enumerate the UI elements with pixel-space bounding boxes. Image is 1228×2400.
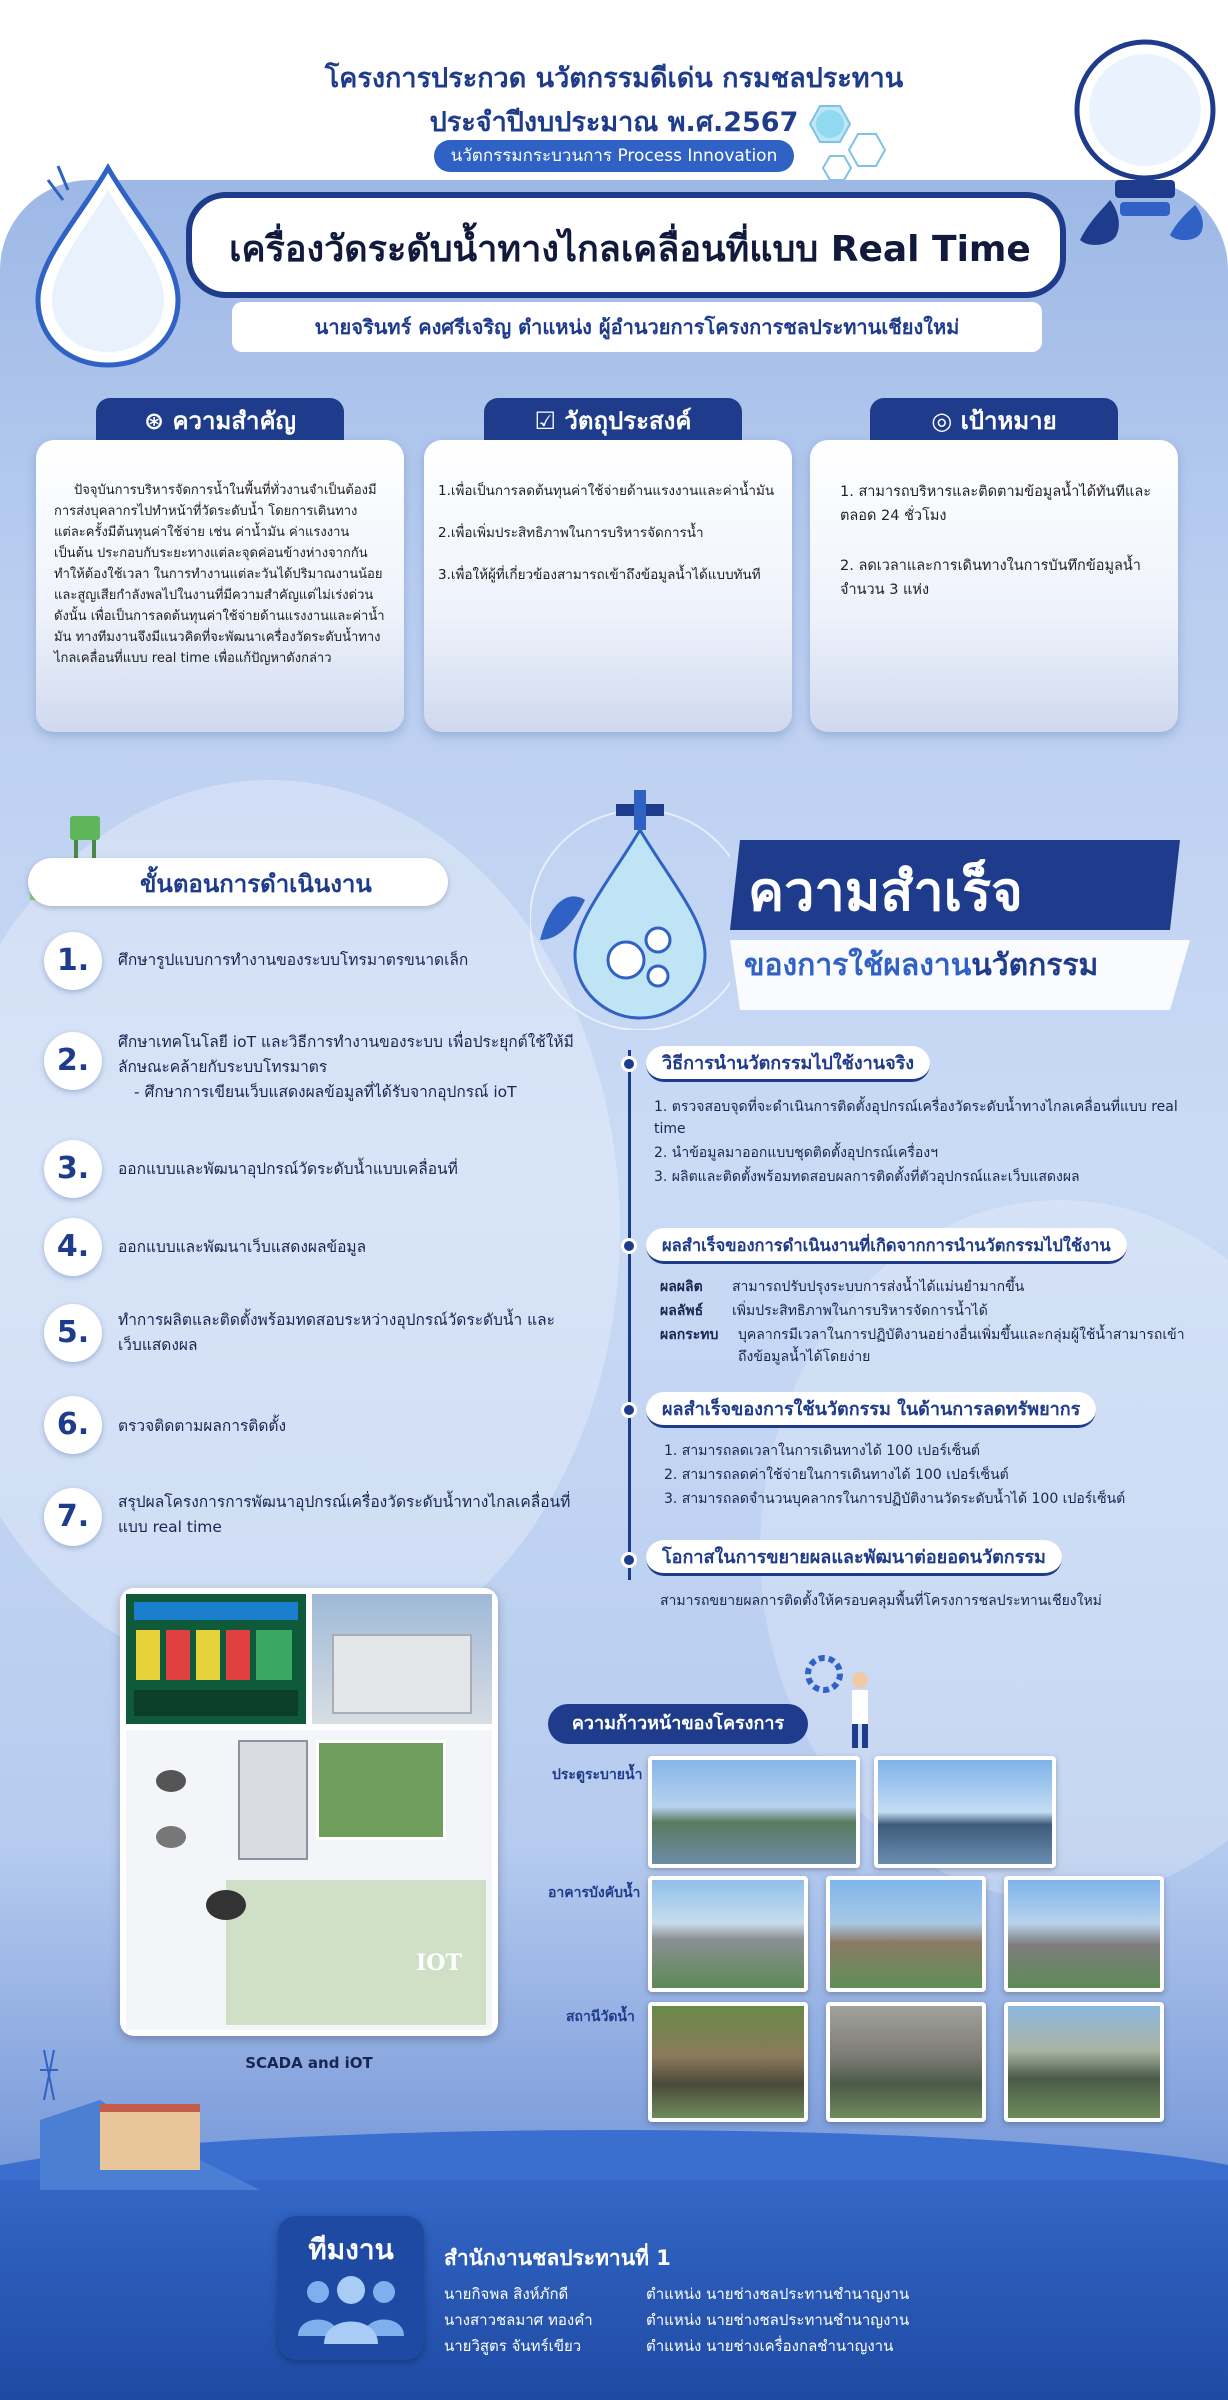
scada-screen-image bbox=[126, 1594, 306, 1724]
step-text: ศึกษาเทคโนโลยี ioT และวิธีการทำงานของระบบ เพื่อประยุกต์ใช้ให้มีลักษณะคล้ายกับระบบโทรมาตร bbox=[118, 1033, 574, 1076]
method-label: วิธีการนำนวัตกรรมไปใช้งานจริง bbox=[646, 1046, 930, 1082]
team-people-icon bbox=[294, 2270, 408, 2346]
team-member-position: ตำแหน่ง นายช่างชลประทานชำนาญงาน bbox=[646, 2285, 910, 2303]
result-value: เพิ่มประสิทธิภาพในการบริหารจัดการน้ำได้ bbox=[732, 1303, 988, 1319]
gauge-station-photo bbox=[1004, 2002, 1164, 2122]
step-subtext: - ศึกษาการเขียนเว็บแสดงผลข้อมูลที่ได้รับจากอุปกรณ์ ioT bbox=[134, 1083, 517, 1101]
team-office: สำนักงานชลประทานที่ 1 bbox=[444, 2246, 671, 2270]
team-label: ทีมงาน bbox=[308, 2233, 394, 2266]
objective-item: 3.เพื่อให้ผู้ที่เกี่ยวข้องสามารถเข้าถึงข้อมูลน้ำได้แบบทันที bbox=[438, 567, 761, 583]
result-value: บุคลากรมีเวลาในการปฏิบัติงานอย่างอื่นเพิ่มขึ้นและกลุ่มผู้ใช้น้ำสามารถเข้าถึงข้อมูลน้ำได้โดยง่าย bbox=[738, 1327, 1185, 1365]
expansion-text: สามารถขยายผลการติดตั้งให้ครอบคลุมพื้นที่โครงการชลประทานเชียงใหม่ bbox=[660, 1593, 1102, 1609]
objectives-card bbox=[424, 440, 792, 732]
step-text: ทำการผลิตและติดตั้งพร้อมทดสอบระหว่างอุปกรณ์วัดระดับน้ำ และเว็บแสดงผล bbox=[118, 1311, 555, 1354]
header-line-2: ประจำปีงบประมาณ พ.ศ.2567 bbox=[429, 107, 799, 138]
resource-item: 3. สามารถลดจำนวนบุคลากรในการปฏิบัติงานวัดระดับน้ำได้ 100 เปอร์เซ็นต์ bbox=[664, 1491, 1126, 1507]
success-title: ความสำเร็จ bbox=[748, 860, 1023, 923]
control-structure-photo bbox=[826, 1876, 986, 1992]
goals-tab bbox=[870, 398, 1118, 444]
importance-text: ปัจจุบันการบริหารจัดการน้ำในพื้นที่ทั่วงานจำเป็นต้องมีการส่งบุคลากรไปทำหน้าที่วัดระดับน้ำ โดยการเดินทางแต่ละครั้งมีต้นทุนค่าใช้จ่าย เช่น ค่าน้ำมัน ค่าแรงงาน เป็นต้น ประกอบกับระยะทางแต่ละจุดค่อนข้างห่างจากกัน ทำให้ต้องใช้เวลา ในการทำงานแต่ละวันได้ปริมาณงานน้อย และสูญเสียกำลังพลไปในงานที่มีความสำคัญแต่ไม่เร่งด่วน ดังนั้น เพื่อเป็นการลดต้นทุนค่าใช้จ่ายด้านแรงงานและค่าน้ำมัน ทางทีมงานจึงมีแนวคิดที่จะพัฒนาเครื่องวัดระดับน้ำทางไกลเคลื่อนที่แบบ real time เพื่อแก้ปัญหาดังกล่าว bbox=[54, 483, 385, 666]
objectives-tab bbox=[484, 398, 742, 444]
team-member-position: ตำแหน่ง นายช่างเครื่องกลชำนาญงาน bbox=[646, 2337, 894, 2355]
step-number: 2. bbox=[44, 1032, 102, 1090]
team-member-position: ตำแหน่ง นายช่างชลประทานชำนาญงาน bbox=[646, 2311, 910, 2329]
objectives-label: วัตถุประสงค์ bbox=[564, 407, 692, 435]
expansion-label: โอกาสในการขยายผลและพัฒนาต่อยอดนวัตกรรม bbox=[646, 1540, 1062, 1576]
resource-item: 1. สามารถลดเวลาในการเดินทางได้ 100 เปอร์เซ็นต์ bbox=[664, 1443, 980, 1459]
goal-item: 2. ลดเวลาและการเดินทางในการบันทึกข้อมูลน้ำ จำนวน 3 แห่ง bbox=[840, 558, 1141, 598]
importance-card bbox=[36, 440, 404, 732]
gauge-station-photo bbox=[826, 2002, 986, 2122]
step-text: ออกแบบและพัฒนาเว็บแสดงผลข้อมูล bbox=[118, 1238, 367, 1256]
result-key: ผลลัพธ์ bbox=[660, 1303, 704, 1319]
progress-row-label: อาคารบังคับน้ำ bbox=[548, 1885, 641, 1901]
step-text: สรุปผลโครงการการพัฒนาอุปกรณ์เครื่องวัดระดับน้ำทางไกลเคลื่อนที่ แบบ real time bbox=[118, 1493, 571, 1536]
progress-row-label: ประตูระบายน้ำ bbox=[552, 1767, 643, 1783]
step-text: ตรวจติดตามผลการติดตั้ง bbox=[118, 1417, 287, 1435]
iot-diagram-image bbox=[126, 1730, 492, 2030]
page-title: เครื่องวัดระดับน้ำทางไกลเคลื่อนที่แบบ Real Time bbox=[229, 229, 1031, 270]
objective-item: 1.เพื่อเป็นการลดต้นทุนค่าใช้จ่ายด้านแรงงานและค่าน้ำมัน bbox=[438, 483, 775, 499]
results-label: ผลสำเร็จของการดำเนินงานที่เกิดจากการนำนวัตกรรมไปใช้งาน bbox=[646, 1228, 1127, 1264]
scada-caption: SCADA and iOT bbox=[245, 2054, 373, 2072]
timeline-dot bbox=[621, 1238, 637, 1254]
result-value: สามารถปรับปรุงระบบการส่งน้ำได้แม่นยำมากขึ้น bbox=[732, 1279, 1025, 1295]
footer-background bbox=[0, 2180, 1228, 2400]
result-key: ผลกระทบ bbox=[660, 1327, 719, 1343]
timeline-line bbox=[628, 1050, 631, 1580]
step-number: 6. bbox=[44, 1396, 102, 1454]
step-number: 7. bbox=[44, 1488, 102, 1546]
importance-label: ความสำคัญ bbox=[172, 407, 296, 435]
resources-label: ผลสำเร็จของการใช้นวัตกรรม ในด้านการลดทรัพยากร bbox=[646, 1392, 1096, 1428]
resource-item: 2. สามารถลดค่าใช้จ่ายในการเดินทางได้ 100 เปอร์เซ็นต์ bbox=[664, 1467, 1009, 1483]
step-number: 4. bbox=[44, 1218, 102, 1276]
step-number: 3. bbox=[44, 1140, 102, 1198]
method-item: 3. ผลิตและติดตั้งพร้อมทดสอบผลการติดตั้งที่ตัวอุปกรณ์และเว็บแสดงผล bbox=[654, 1169, 1080, 1185]
step-number: 1. bbox=[44, 932, 102, 990]
progress-row-label: สถานีวัดน้ำ bbox=[566, 2009, 635, 2025]
scada-image-card bbox=[120, 1588, 498, 2036]
category-pill: นวัตกรรมกระบวนการ Process Innovation bbox=[434, 140, 794, 172]
result-key: ผลผลิต bbox=[660, 1279, 703, 1295]
gauge-station-photo bbox=[648, 2002, 808, 2122]
goal-item: 1. สามารถบริหารและติดตามข้อมูลน้ำได้ทันทีและตลอด 24 ชั่วโมง bbox=[840, 484, 1152, 524]
control-room-image bbox=[312, 1594, 492, 1724]
gear-person-icon bbox=[800, 1650, 890, 1750]
success-subtitle-a: ของการใช้ผลงาน bbox=[744, 948, 972, 983]
importance-icon: ⊛ bbox=[144, 407, 173, 435]
method-item: 1. ตรวจสอบจุดที่จะดำเนินการติดตั้งอุปกรณ์เครื่องวัดระดับน้ำทางไกลเคลื่อนที่แบบ real time bbox=[654, 1099, 1178, 1137]
clipboard-icon: ☑ bbox=[534, 407, 565, 435]
target-icon: ◎ bbox=[931, 407, 961, 435]
steps-label: ขั้นตอนการดำเนินงาน bbox=[140, 870, 372, 898]
step-number: 5. bbox=[44, 1304, 102, 1362]
objective-item: 2.เพื่อเพิ่มประสิทธิภาพในการบริหารจัดการน้ำ bbox=[438, 525, 704, 541]
control-structure-photo bbox=[648, 1876, 808, 1992]
floodgate-photo bbox=[648, 1756, 860, 1868]
water-drop-icon bbox=[28, 160, 188, 370]
control-structure-photo bbox=[1004, 1876, 1164, 1992]
author-line: นายจรินทร์ คงศรีเจริญ ตำแหน่ง ผู้อำนวยการโครงการชลประทานเชียงใหม่ bbox=[232, 302, 1042, 352]
header-line-1: โครงการประกวด นวัตกรรมดีเด่น กรมชลประทาน bbox=[324, 63, 904, 94]
progress-label: ความก้าวหน้าของโครงการ bbox=[548, 1704, 808, 1744]
goals-card bbox=[810, 440, 1178, 732]
timeline-dot bbox=[621, 1056, 637, 1072]
iot-label: IOT bbox=[416, 1950, 462, 1976]
timeline-dot bbox=[621, 1402, 637, 1418]
success-subtitle bbox=[744, 942, 1098, 989]
timeline-dot bbox=[621, 1552, 637, 1568]
step-text: ออกแบบและพัฒนาอุปกรณ์วัดระดับน้ำแบบเคลื่อนที่ bbox=[118, 1160, 458, 1178]
importance-tab bbox=[96, 398, 344, 444]
dam-illustration-icon bbox=[40, 2040, 260, 2190]
method-item: 2. นำข้อมูลมาออกแบบชุดติดตั้งอุปกรณ์เครื่องฯ bbox=[654, 1145, 938, 1161]
step-text: ศึกษารูปแบบการทำงานของระบบโทรมาตรขนาดเล็ก bbox=[118, 951, 469, 969]
goals-label: เป้าหมาย bbox=[960, 407, 1057, 435]
team-member-name: นายวิสูตร จันทร์เขียว bbox=[444, 2337, 582, 2355]
floodgate-photo bbox=[874, 1756, 1056, 1868]
success-subtitle-b: นวัตกรรม bbox=[971, 948, 1099, 983]
team-member-name: นางสาวชลมาศ ทองคำ bbox=[444, 2311, 593, 2329]
team-member-name: นายกิจพล สิงห์ภักดี bbox=[444, 2285, 569, 2303]
